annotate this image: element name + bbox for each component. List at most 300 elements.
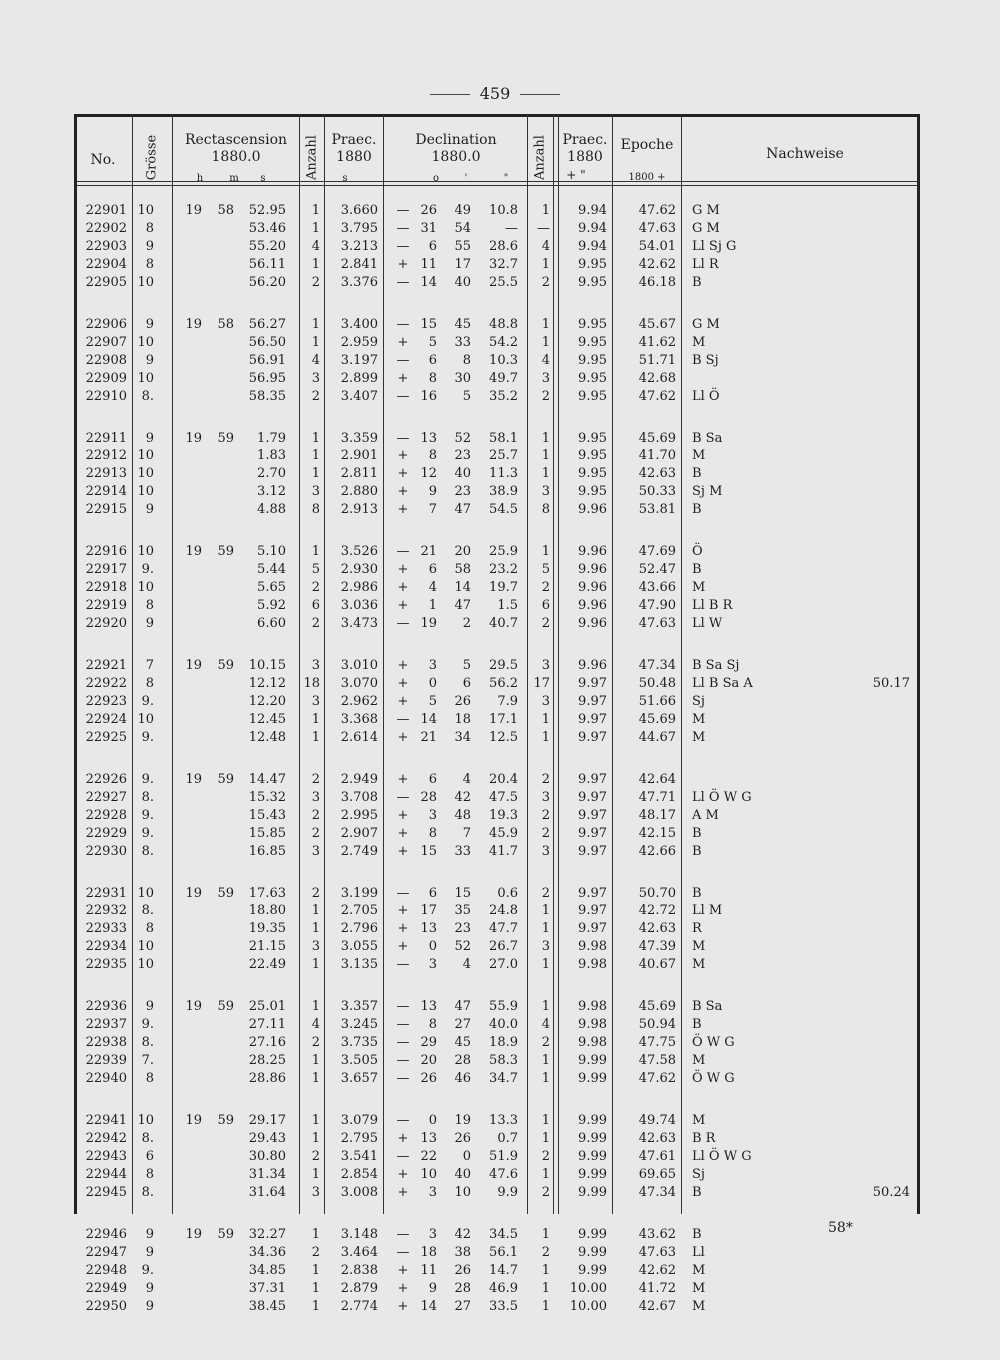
cell-m: 59: [217, 1113, 234, 1128]
cell-ds: 24.8: [489, 903, 518, 919]
cell-s: 12.48: [248, 729, 286, 745]
cell-n2: 1: [541, 544, 550, 560]
cell-no: 22933: [85, 921, 127, 937]
header-decl-unit-sec: ": [503, 173, 509, 184]
cell-n1: 2: [311, 1148, 320, 1164]
cell-n2: 4: [541, 352, 550, 368]
cell-dd: 3: [428, 807, 437, 823]
cell-no: 22927: [85, 789, 127, 805]
cell-nw: M: [692, 957, 706, 973]
cell-mag: 10: [137, 370, 154, 386]
cell-ep: 42.63: [638, 1130, 676, 1146]
cell-praec: 3.735: [340, 1035, 378, 1051]
cell-n2: 4: [541, 1017, 550, 1033]
cell-s: 27.11: [248, 1017, 286, 1033]
cell-pd: 9.99: [578, 1184, 607, 1200]
cell-n1: 2: [311, 388, 320, 404]
cell-sign: +: [397, 1280, 409, 1296]
cell-n1: 2: [311, 771, 320, 787]
cell-n2: 2: [541, 580, 550, 596]
cell-h: 19: [185, 203, 202, 218]
cell-dd: 0: [428, 675, 437, 691]
cell-n1: 1: [311, 729, 320, 745]
cell-n2: 2: [541, 807, 550, 823]
cell-dm: 8: [462, 352, 471, 368]
cell-pd: 9.95: [578, 370, 607, 386]
cell-pd: 10.00: [569, 1280, 607, 1296]
cell-no: 22932: [85, 903, 127, 919]
cell-dm: 2: [462, 616, 471, 632]
cell-ds: 40.7: [489, 616, 518, 632]
cell-dd: 15: [420, 316, 437, 332]
cell-ep: 42.72: [638, 903, 676, 919]
cell-s: 12.20: [248, 693, 286, 709]
cell-ds: 17.1: [489, 711, 518, 727]
cell-praec: 2.841: [340, 256, 378, 272]
page-number-rule-left: [430, 94, 470, 95]
cell-n1: 1: [311, 1113, 320, 1128]
cell-pd: 9.99: [578, 1071, 607, 1087]
cell-mag: 8: [145, 921, 154, 937]
cell-no: 22924: [85, 711, 127, 727]
cell-pd: 9.94: [578, 203, 607, 218]
cell-mag: 9: [145, 1298, 154, 1314]
cell-m: 58: [217, 316, 234, 332]
cell-pd: 9.95: [578, 256, 607, 272]
cell-praec: 3.055: [340, 939, 378, 955]
cell-praec: 3.197: [340, 352, 378, 368]
cell-extra: 50.17: [872, 675, 910, 691]
cell-dm: 52: [454, 939, 471, 955]
cell-ds: —: [505, 220, 518, 236]
cell-praec: 3.407: [340, 388, 378, 404]
cell-dm: 19: [454, 1113, 471, 1128]
cell-pd: 9.97: [578, 789, 607, 805]
cell-mag: 7: [145, 658, 154, 673]
cell-praec: 2.949: [340, 771, 378, 787]
cell-dd: 17: [420, 903, 437, 919]
cell-ds: 56.2: [489, 675, 518, 691]
cell-nw: M: [692, 1298, 706, 1314]
cell-dm: 42: [454, 1226, 471, 1242]
cell-sign: +: [397, 771, 409, 787]
cell-sign: —: [396, 238, 410, 254]
cell-n2: 1: [541, 1280, 550, 1296]
cell-s: 52.95: [248, 203, 286, 218]
header-decl-epoch: 1880.0: [431, 149, 481, 165]
cell-ds: 38.9: [489, 484, 518, 500]
cell-mag: 8: [145, 675, 154, 691]
cell-nw: M: [692, 448, 706, 464]
cell-sign: —: [396, 352, 410, 368]
cell-n1: 4: [311, 352, 320, 368]
cell-praec: 3.660: [340, 203, 378, 218]
cell-n1: 4: [311, 238, 320, 254]
cell-praec: 3.400: [340, 316, 378, 332]
cell-dd: 29: [420, 1035, 437, 1051]
cell-n2: 2: [541, 274, 550, 290]
cell-praec: 2.959: [340, 334, 378, 350]
cell-praec: 3.376: [340, 274, 378, 290]
cell-s: 3.12: [257, 484, 286, 500]
cell-s: 18.80: [248, 903, 286, 919]
cell-mag: 9: [145, 502, 154, 518]
cell-praec: 2.795: [340, 1130, 378, 1146]
cell-dd: 3: [428, 1184, 437, 1200]
cell-pd: 9.97: [578, 921, 607, 937]
cell-s: 56.11: [248, 256, 286, 272]
cell-mag: 7.: [141, 1053, 154, 1069]
cell-pd: 9.98: [578, 939, 607, 955]
cell-dd: 3: [428, 957, 437, 973]
cell-nw: Ll W: [692, 616, 723, 632]
cell-sign: —: [396, 316, 410, 332]
cell-praec: 3.008: [340, 1184, 378, 1200]
header-no: No.: [90, 152, 116, 168]
cell-dm: 27: [454, 1298, 471, 1314]
cell-s: 53.46: [248, 220, 286, 236]
cell-mag: 10: [137, 274, 154, 290]
cell-praec: 3.368: [340, 711, 378, 727]
cell-praec: 2.854: [340, 1166, 378, 1182]
cell-nw: M: [692, 1113, 706, 1128]
cell-ep: 52.47: [638, 562, 676, 578]
cell-pd: 9.97: [578, 903, 607, 919]
cell-sign: —: [396, 1053, 410, 1069]
cell-n2: 2: [541, 1035, 550, 1051]
cell-n2: 1: [541, 999, 550, 1015]
cell-nw: G M: [692, 203, 720, 218]
cell-nw: M: [692, 334, 706, 350]
cell-n2: 1: [541, 729, 550, 745]
cell-sign: +: [397, 256, 409, 272]
cell-n1: 1: [311, 999, 320, 1015]
cell-ep: 44.67: [638, 729, 676, 745]
cell-nw: B Sa: [692, 999, 723, 1015]
cell-dm: 23: [454, 484, 471, 500]
signature-mark: 58*: [828, 1220, 853, 1236]
cell-n2: 2: [541, 771, 550, 787]
cell-nw: B R: [692, 1130, 716, 1146]
cell-praec: 2.879: [340, 1280, 378, 1296]
cell-mag: 8: [145, 598, 154, 614]
header-rect-epoch: 1880.0: [211, 149, 261, 165]
cell-sign: +: [397, 1166, 409, 1182]
cell-no: 22904: [85, 256, 127, 272]
cell-dd: 13: [420, 430, 437, 446]
cell-nw: Ll Ö W G: [692, 789, 752, 805]
cell-mag: 10: [137, 203, 154, 218]
cell-sign: —: [396, 711, 410, 727]
header-praec-2: Praec.: [562, 132, 608, 148]
cell-n1: 1: [311, 1071, 320, 1087]
cell-dd: 4: [428, 580, 437, 596]
header-rectascension: Rectascension: [184, 132, 288, 148]
cell-pd: 9.98: [578, 957, 607, 973]
cell-no: 22942: [85, 1130, 127, 1146]
cell-pd: 9.97: [578, 729, 607, 745]
cell-n1: 1: [311, 1053, 320, 1069]
cell-mag: 9: [145, 238, 154, 254]
cell-no: 22909: [85, 370, 127, 386]
cell-s: 16.85: [248, 843, 286, 859]
cell-ds: 48.8: [489, 316, 518, 332]
cell-s: 30.80: [248, 1148, 286, 1164]
cell-dd: 20: [420, 1053, 437, 1069]
cell-dd: 28: [420, 789, 437, 805]
cell-praec: 3.795: [340, 220, 378, 236]
cell-praec: 2.913: [340, 502, 378, 518]
cell-s: 21.15: [248, 939, 286, 955]
cell-mag: 10: [137, 580, 154, 596]
cell-no: 22946: [85, 1226, 127, 1242]
cell-nw: M: [692, 939, 706, 955]
cell-h: 19: [185, 771, 202, 787]
cell-pd: 9.99: [578, 1113, 607, 1128]
cell-s: 25.01: [248, 999, 286, 1015]
cell-n1: 2: [311, 807, 320, 823]
cell-h: 19: [185, 430, 202, 446]
cell-ep: 42.63: [638, 921, 676, 937]
cell-mag: 9: [145, 316, 154, 332]
header-decl-unit-min: ': [464, 173, 468, 184]
cell-m: 59: [217, 658, 234, 673]
cell-sign: +: [397, 466, 409, 482]
cell-nw: G M: [692, 316, 720, 332]
cell-s: 19.35: [248, 921, 286, 937]
cell-nw: Ll Ö: [692, 388, 720, 404]
cell-n2: 1: [541, 1298, 550, 1314]
cell-n1: 3: [311, 484, 320, 500]
cell-ep: 53.81: [638, 502, 676, 518]
cell-ep: 42.66: [638, 843, 676, 859]
cell-dd: 21: [420, 544, 437, 560]
cell-ds: 20.4: [489, 771, 518, 787]
cell-pd: 9.95: [578, 484, 607, 500]
cell-s: 2.70: [257, 466, 286, 482]
cell-ds: 58.1: [489, 430, 518, 446]
cell-pd: 9.95: [578, 448, 607, 464]
cell-dm: 35: [454, 903, 471, 919]
cell-nw: B Sj: [692, 352, 719, 368]
cell-pd: 9.94: [578, 220, 607, 236]
cell-ep: 51.71: [638, 352, 676, 368]
cell-s: 37.31: [248, 1280, 286, 1296]
cell-ds: 14.7: [489, 1262, 518, 1278]
cell-mag: 8: [145, 256, 154, 272]
cell-n2: 2: [541, 1244, 550, 1260]
cell-n2: 1: [541, 448, 550, 464]
cell-nw: B: [692, 825, 702, 841]
cell-h: 19: [185, 885, 202, 901]
cell-nw: Ö W G: [692, 1035, 735, 1051]
col-line-rect: [299, 114, 300, 1214]
cell-n2: 2: [541, 388, 550, 404]
cell-sign: +: [397, 580, 409, 596]
cell-n2: 5: [541, 562, 550, 578]
cell-dm: 58: [454, 562, 471, 578]
cell-pd: 9.96: [578, 658, 607, 673]
cell-sign: —: [396, 1113, 410, 1128]
cell-no: 22943: [85, 1148, 127, 1164]
cell-sign: —: [396, 999, 410, 1015]
cell-sign: +: [397, 502, 409, 518]
cell-praec: 2.907: [340, 825, 378, 841]
cell-m: 59: [217, 771, 234, 787]
cell-ds: 41.7: [489, 843, 518, 859]
cell-pd: 9.96: [578, 502, 607, 518]
cell-ds: 19.7: [489, 580, 518, 596]
cell-sign: —: [396, 203, 410, 218]
cell-praec: 3.464: [340, 1244, 378, 1260]
cell-dm: 48: [454, 807, 471, 823]
cell-h: 19: [185, 1113, 202, 1128]
cell-ep: 42.15: [638, 825, 676, 841]
cell-n2: 1: [541, 903, 550, 919]
cell-nw: Ll M: [692, 903, 723, 919]
cell-n2: 1: [541, 334, 550, 350]
cell-dm: 45: [454, 1035, 471, 1051]
cell-n2: 3: [541, 370, 550, 386]
cell-praec: 2.705: [340, 903, 378, 919]
cell-pd: 9.97: [578, 825, 607, 841]
cell-mag: 8.: [141, 388, 154, 404]
cell-dm: 4: [462, 957, 471, 973]
cell-ep: 42.64: [638, 771, 676, 787]
cell-sign: +: [397, 598, 409, 614]
cell-dm: 30: [454, 370, 471, 386]
cell-nw: R: [692, 921, 702, 937]
cell-h: 19: [185, 658, 202, 673]
page-number-text: 459: [479, 84, 511, 103]
cell-ds: 54.5: [489, 502, 518, 518]
cell-praec: 3.036: [340, 598, 378, 614]
cell-ds: 7.9: [497, 693, 518, 709]
cell-pd: 9.99: [578, 1148, 607, 1164]
cell-ep: 47.62: [638, 203, 676, 218]
col-line-no: [132, 114, 133, 1214]
cell-mag: 9: [145, 999, 154, 1015]
cell-n1: 1: [311, 921, 320, 937]
cell-ep: 50.48: [638, 675, 676, 691]
header-declination: Declination: [415, 132, 497, 148]
cell-no: 22905: [85, 274, 127, 290]
cell-s: 4.88: [257, 502, 286, 518]
cell-dd: 9: [428, 484, 437, 500]
cell-ep: 41.70: [638, 448, 676, 464]
cell-n1: 1: [311, 1226, 320, 1242]
cell-n1: 1: [311, 430, 320, 446]
cell-dm: 23: [454, 921, 471, 937]
cell-s: 58.35: [248, 388, 286, 404]
cell-ep: 42.62: [638, 256, 676, 272]
cell-ds: 25.9: [489, 544, 518, 560]
cell-n1: 1: [311, 1280, 320, 1296]
cell-n2: 2: [541, 616, 550, 632]
cell-pd: 9.99: [578, 1244, 607, 1260]
cell-n1: 8: [311, 502, 320, 518]
cell-ds: 56.1: [489, 1244, 518, 1260]
cell-ds: 34.5: [489, 1226, 518, 1242]
cell-mag: 8.: [141, 1130, 154, 1146]
cell-pd: 9.95: [578, 274, 607, 290]
cell-pd: 9.99: [578, 1262, 607, 1278]
cell-dm: 26: [454, 693, 471, 709]
cell-pd: 9.97: [578, 675, 607, 691]
cell-ep: 47.90: [638, 598, 676, 614]
cell-s: 56.20: [248, 274, 286, 290]
cell-mag: 10: [137, 1113, 154, 1128]
header-praec-1: Praec.: [331, 132, 377, 148]
cell-dm: 52: [454, 430, 471, 446]
cell-sign: +: [397, 939, 409, 955]
col-line-praec: [383, 114, 384, 1214]
cell-dd: 8: [428, 448, 437, 464]
cell-ep: 41.62: [638, 334, 676, 350]
cell-s: 5.92: [257, 598, 286, 614]
cell-s: 31.64: [248, 1184, 286, 1200]
cell-praec: 3.357: [340, 999, 378, 1015]
cell-praec: 3.199: [340, 885, 378, 901]
cell-n1: 3: [311, 370, 320, 386]
cell-pd: 9.95: [578, 316, 607, 332]
cell-s: 17.63: [248, 885, 286, 901]
cell-ep: 47.62: [638, 1071, 676, 1087]
cell-mag: 8.: [141, 903, 154, 919]
cell-praec: 3.657: [340, 1071, 378, 1087]
cell-n2: 1: [541, 1262, 550, 1278]
cell-m: 59: [217, 430, 234, 446]
cell-n2: 2: [541, 825, 550, 841]
cell-dd: 8: [428, 1017, 437, 1033]
cell-praec: 2.749: [340, 843, 378, 859]
cell-pd: 9.99: [578, 1130, 607, 1146]
col-line-n2: [553, 114, 554, 1214]
cell-s: 15.32: [248, 789, 286, 805]
cell-sign: +: [397, 562, 409, 578]
cell-n2: 6: [541, 598, 550, 614]
cell-s: 55.20: [248, 238, 286, 254]
cell-mag: 9: [145, 616, 154, 632]
cell-dd: 6: [428, 352, 437, 368]
cell-m: 59: [217, 999, 234, 1015]
cell-mag: 9.: [141, 729, 154, 745]
cell-sign: +: [397, 843, 409, 859]
cell-no: 22941: [85, 1113, 127, 1128]
cell-no: 22926: [85, 771, 127, 787]
cell-ds: 11.3: [489, 466, 518, 482]
cell-ep: 47.39: [638, 939, 676, 955]
cell-ds: 26.7: [489, 939, 518, 955]
cell-dm: 18: [454, 711, 471, 727]
cell-praec: 2.880: [340, 484, 378, 500]
cell-no: 22908: [85, 352, 127, 368]
cell-n1: 2: [311, 616, 320, 632]
cell-dd: 6: [428, 885, 437, 901]
cell-pd: 9.98: [578, 1035, 607, 1051]
cell-mag: 10: [137, 957, 154, 973]
cell-no: 22936: [85, 999, 127, 1015]
cell-no: 22949: [85, 1280, 127, 1296]
cell-no: 22912: [85, 448, 127, 464]
cell-n2: 1: [541, 256, 550, 272]
cell-sign: —: [396, 220, 410, 236]
cell-ep: 43.66: [638, 580, 676, 596]
cell-dm: 40: [454, 466, 471, 482]
cell-ep: 47.61: [638, 1148, 676, 1164]
cell-no: 22944: [85, 1166, 127, 1182]
cell-m: 59: [217, 1226, 234, 1242]
